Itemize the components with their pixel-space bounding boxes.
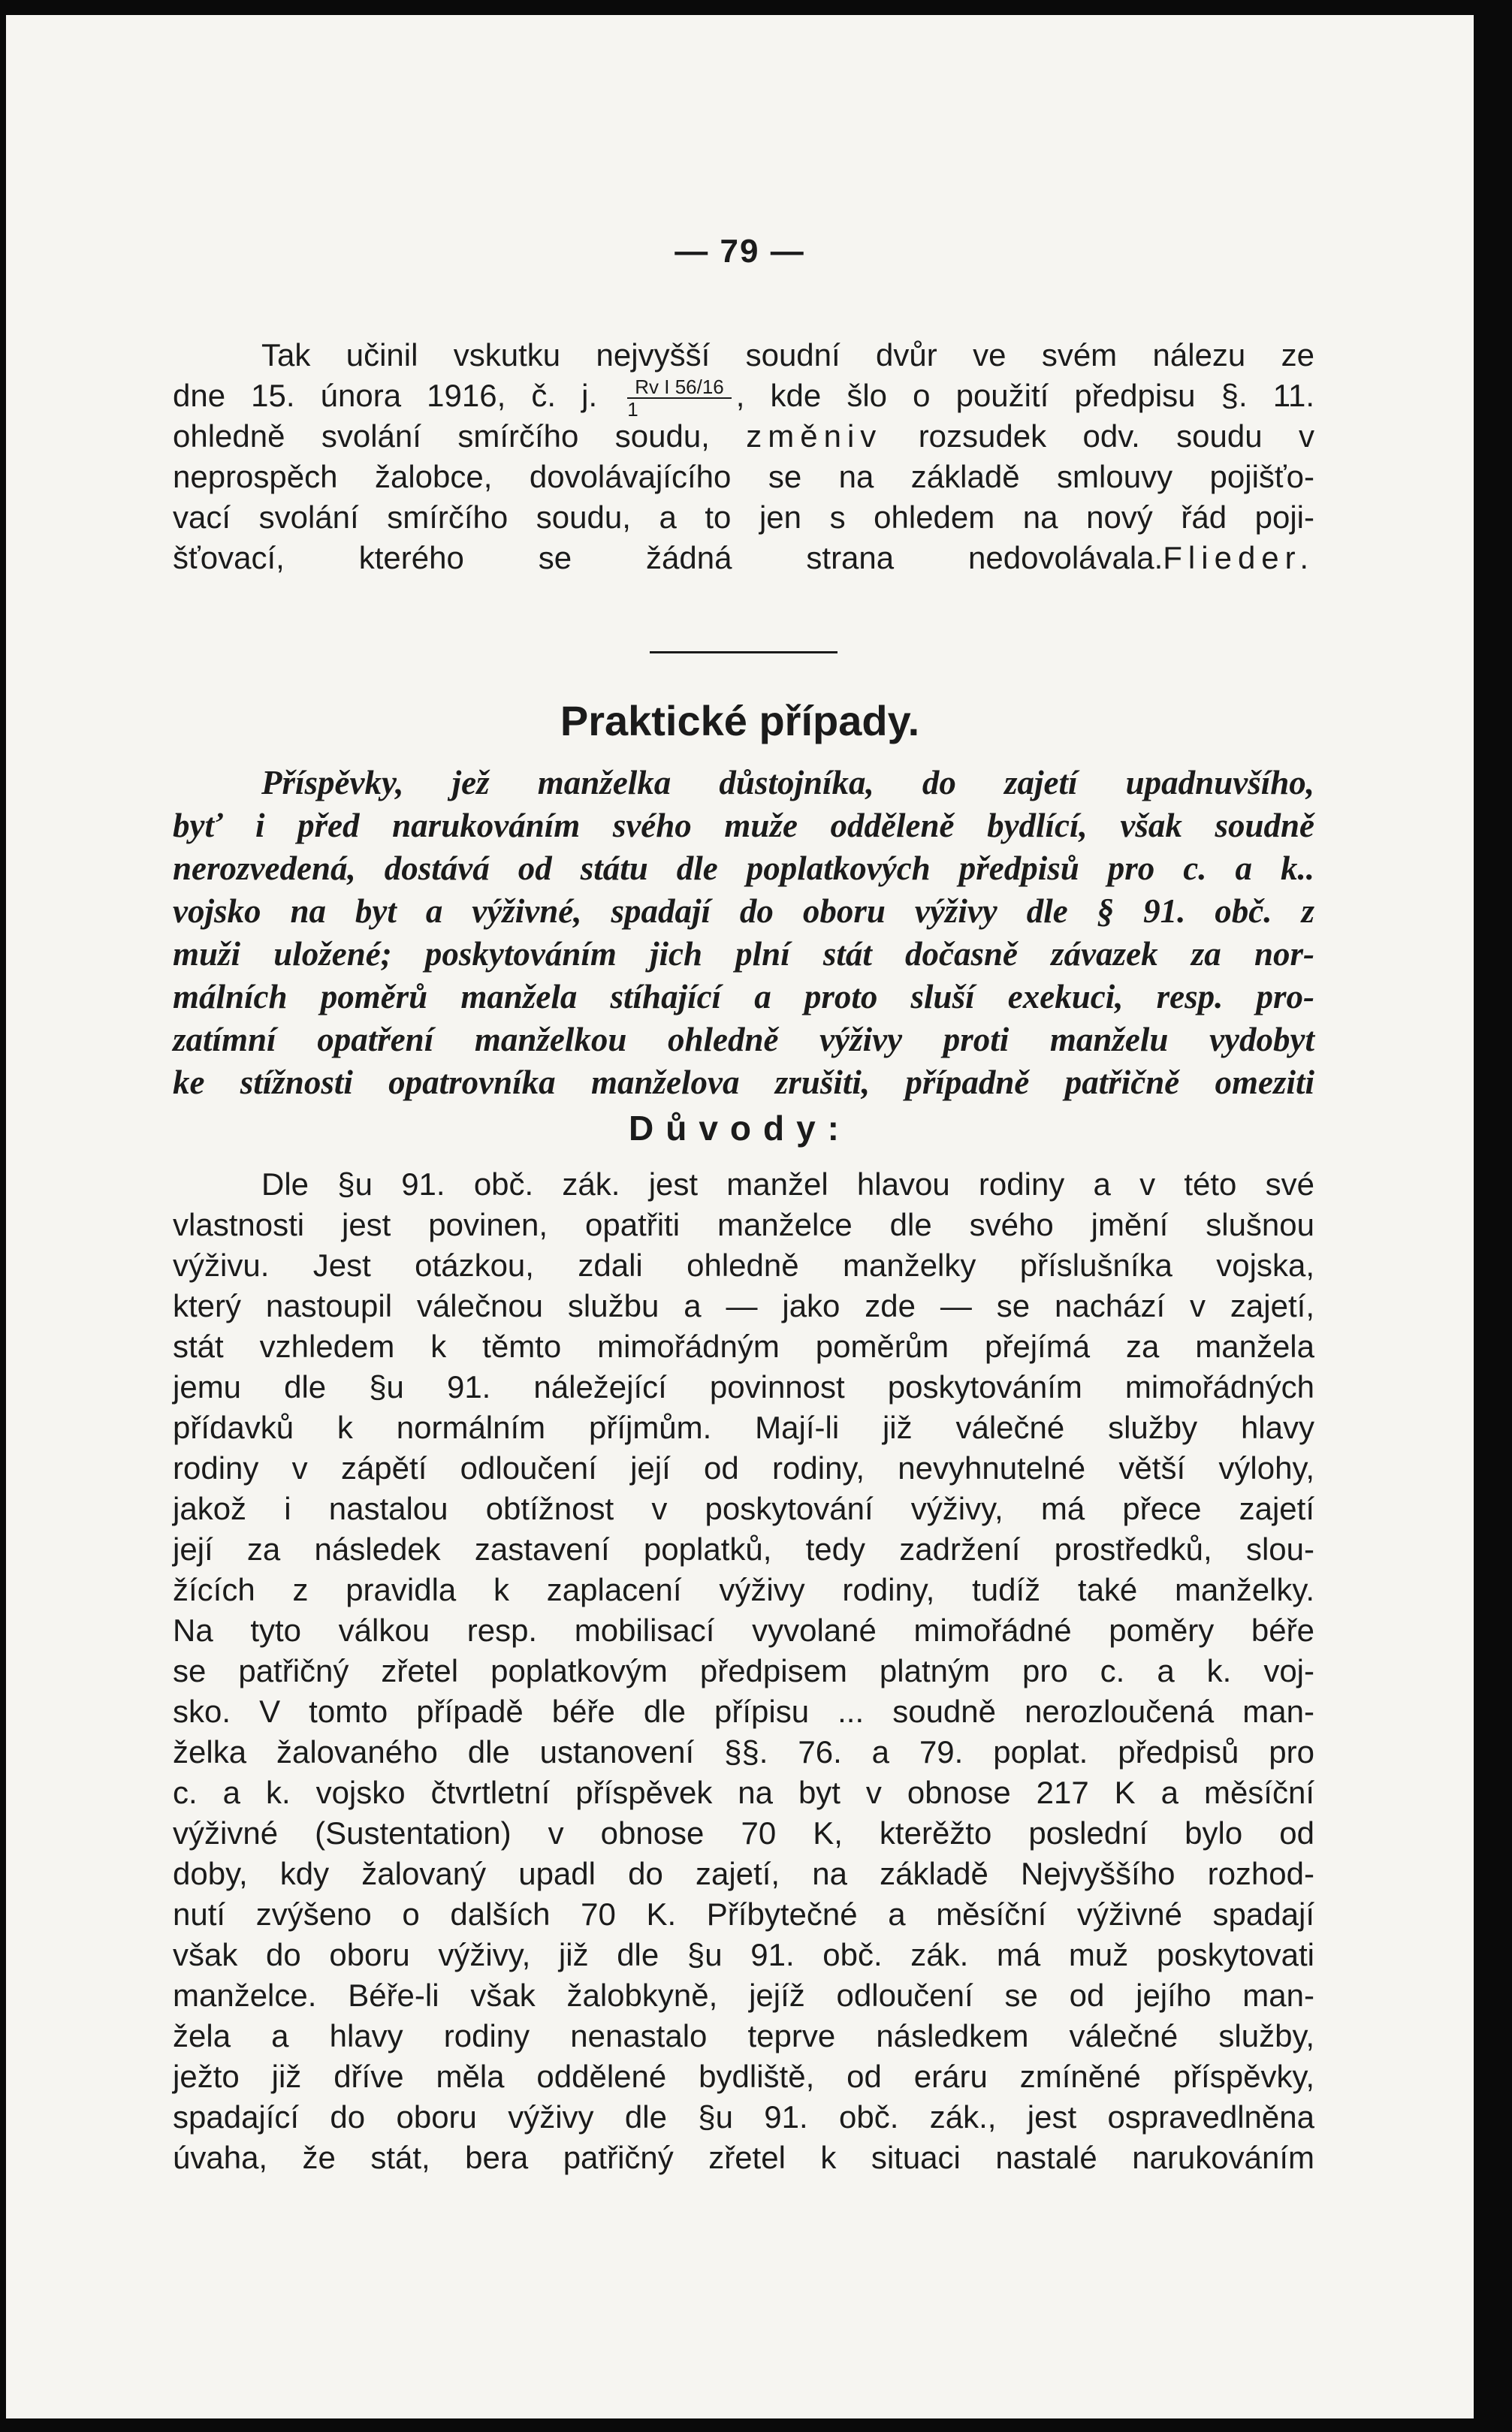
body-line: manželce. Béře-li však žalobkyně, jejíž odloučení se od jejího man- (173, 1978, 1314, 2013)
intro-line-5: vací svolání smírčího soudu, a to jen s ohledem na nový řád poji- (173, 499, 1314, 535)
body-line: výživu. Jest otázkou, zdali ohledně manželky příslušníka vojska, (173, 1248, 1314, 1283)
summary-line: Příspěvky, jež manželka důstojníka, do zajetí upadnuvšího, (261, 764, 1314, 801)
body-line: vlastnosti jest povinen, opatřiti manželce dle svého jmění slušnou (173, 1207, 1314, 1242)
body-line: nutí zvýšeno o dalších 70 K. Příbytečné a měsíční výživné spadají (173, 1896, 1314, 1932)
body-line: c. a k. vojsko čtvrtletní příspěvek na byt v obnose 217 K a měsíční (173, 1775, 1314, 1810)
body-line: výživné (Sustentation) v obnose 70 K, kterěžto poslední bylo od (173, 1815, 1314, 1851)
body-line: žela a hlavy rodiny nenastalo teprve následkem válečné služby, (173, 2018, 1314, 2053)
body-line: Dle §u 91. obč. zák. jest manžel hlavou rodiny a v této své (261, 1166, 1314, 1202)
summary-line: muži uložené; poskytováním jich plní stát dočasně závazek za nor- (173, 935, 1314, 973)
body-line: se patřičný zřetel poplatkovým předpisem platným pro c. a k. voj- (173, 1653, 1314, 1688)
author-name: Flieder. (1163, 540, 1314, 575)
body-line: jemu dle §u 91. náležející povinnost poskytováním mimořádných (173, 1369, 1314, 1405)
intro-line-4: neprospěch žalobce, dovolávajícího se na základě smlouvy pojišťo- (173, 459, 1314, 494)
body-line: však do oboru výživy, již dle §u 91. obč. zák. má muž poskytovati (173, 1937, 1314, 1972)
intro-line-2: dne 15. února 1916, č. j. $\frac{\text{Rv I 56/16}}{1}$ , kde šlo o použití předpisu §. 11. (173, 375, 1315, 421)
section-heading: Praktické případy. (560, 697, 920, 744)
reasons-heading: Důvody: (629, 1109, 851, 1148)
body-line: sko. V tomto případě béře dle přípisu ... soudně nerozloučená man- (173, 1694, 1314, 1729)
summary-line: vojsko na byt a výživné, spadají do oboru výživy dle § 91. obč. z (173, 892, 1314, 930)
body-line: úvaha, že stát, bera patřičný zřetel k situaci nastalé narukováním (173, 2140, 1314, 2175)
body-line: stát vzhledem k těmto mimořádným poměrům přejímá za manžela (173, 1329, 1314, 1364)
summary-line: málních poměrů manžela stíhající a proto sluší exekuci, resp. pro- (173, 978, 1314, 1015)
body-line: Na tyto válkou resp. mobilisací vyvolané mimořádné poměry béře (173, 1613, 1314, 1648)
body-line: doby, kdy žalovaný upadl do zajetí, na základě Nejvyššího rozhod- (173, 1856, 1314, 1891)
body-line: jakož i nastalou obtížnost v poskytování výživy, má přece zajetí (173, 1491, 1314, 1526)
intro-line-3: ohledně svolání smírčího soudu, změniv rozsudek odv. soudu v (173, 418, 1314, 454)
summary-line: byť i před narukováním svého muže odděleně bydlící, však soudně (173, 807, 1314, 844)
body-line: ježto již dříve měla oddělené bydliště, od eráru zmíněné příspěvky, (173, 2059, 1314, 2094)
body-line: rodiny v zápětí odloučení její od rodiny, nevyhnutelné větší výlohy, (173, 1450, 1314, 1486)
body-line: přídavků k normálním příjmům. Mají-li již válečné služby hlavy (173, 1410, 1314, 1445)
body-line: želka žalovaného dle ustanovení §§. 76. a 79. poplat. předpisů pro (173, 1734, 1314, 1770)
summary-line: nerozvedená, dostává od státu dle poplatkových předpisů pro c. a k.. (173, 849, 1314, 887)
body-line: který nastoupil válečnou službu a — jako zde — se nachází v zajetí, (173, 1288, 1314, 1323)
page-number: — 79 — (675, 233, 805, 270)
intro-line-1: Tak učinil vskutku nejvyšší soudní dvůr ve svém nálezu ze (261, 337, 1314, 373)
body-line: žících z pravidla k zaplacení výživy rodiny, tudíž také manželky. (173, 1572, 1314, 1607)
summary-line: ke stížnosti opatrovníka manželova zrušiti, případně patřičně omeziti (173, 1064, 1314, 1101)
body-line: její za následek zastavení poplatků, tedy zadržení prostředků, slou- (173, 1531, 1314, 1567)
document-page (6, 15, 1474, 2418)
body-line: spadající do oboru výživy dle §u 91. obč. zák., jest ospravedlněna (173, 2099, 1314, 2135)
section-divider (650, 651, 837, 653)
summary-line: zatímní opatření manželkou ohledně výživy proti manželu vydobyt (173, 1021, 1314, 1058)
intro-line-6: šťovací, kterého se žádná strana nedovolávala.Flieder. (173, 540, 1314, 575)
case-number-fraction: $\frac{\text{Rv I 56/16}}{1}$ (627, 376, 732, 420)
